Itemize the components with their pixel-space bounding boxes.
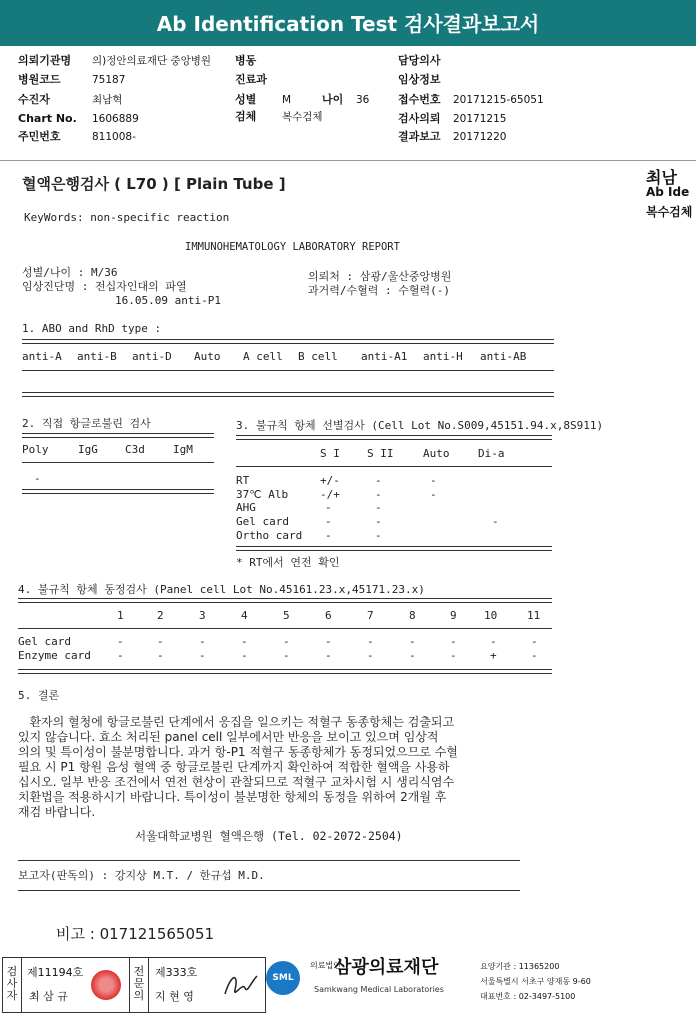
section3-bottom-rule (236, 546, 552, 551)
diagnosis: 임상진단명 : 전십자인대의 파열 (22, 280, 187, 293)
s1-header: anti-AB (480, 350, 527, 363)
request-value: 20171215 (453, 113, 507, 125)
report-title: 혈액은행검사 ( L70 ) [ Plain Tube ] (22, 175, 286, 193)
report-banner: Ab Identification Test 검사결과보고서 (0, 0, 696, 46)
reporter-bottom-rule (18, 890, 520, 891)
s4-cell: - (409, 635, 416, 648)
s3-cell: - (375, 515, 382, 528)
s4-cell: - (283, 635, 290, 648)
diagnosis-line2: 16.05.09 anti-P1 (115, 294, 221, 307)
chart-value: 1606889 (92, 113, 139, 125)
report-date-label: 결과보고 (398, 130, 441, 143)
institution-label: 의뢰기관명 (18, 54, 72, 67)
section1-title: 1. ABO and RhD type : (22, 322, 162, 335)
s4-header: 8 (409, 609, 416, 622)
referrer: 의뢰처 : 삼광/울산중앙병원 (308, 270, 452, 283)
section1-mid-rule (22, 370, 554, 371)
s3-header: S I (320, 447, 340, 460)
hospital-code-value: 75187 (92, 74, 126, 86)
org-en: Samkwang Medical Laboratories (314, 985, 444, 994)
conclusion-text: 환자의 혈청에 항글로불린 단계에서 응집을 일으키는 적혈구 동종항체는 검출되고 있지 않습니다. 효소 처리된 panel cell 일부에서만 반응을 보이고 있으며 임상적 의의 및 특이성이 불분명합니다. 과거 항-P1 적혈구 동종항체가 동정되었으므로 수혈 필요 시 P1 항원 음성 혈액 중 항글로불린 단계까지 확인하여 적합한 혈액을 사용하 십시오. 일부 반응 조건에서 연전 현상이 관찰되므로 적혈구 교차시험 시 생리식염수 치환법을 적용하시기 바랍니다. 특이성이 불분명한 항체의 동정을 위하여 2개월 후 재검 바랍니다. (18, 715, 458, 819)
seal-stamp-icon (91, 970, 121, 1000)
cut-text-3: 복수검체 (646, 205, 693, 219)
s3-cell: +/- (320, 474, 340, 487)
section4-bottom-rule (18, 669, 552, 674)
section4-mid-rule (18, 628, 552, 629)
s3-cell: - (325, 515, 332, 528)
cut-text-1: 최남 (646, 168, 677, 187)
s4-cell: - (117, 635, 124, 648)
org-info-1: 요양기관 : 11365200 (480, 962, 560, 971)
s4-cell: - (241, 635, 248, 648)
col2-label: 전문의 (133, 965, 145, 1002)
s2-header: C3d (125, 443, 145, 456)
s4-header: 6 (325, 609, 332, 622)
remark: 비고 : 017121565051 (56, 925, 215, 943)
s4-header: 7 (367, 609, 374, 622)
s4-cell: - (450, 635, 457, 648)
reporter-top-rule (18, 860, 520, 861)
signature-box (2, 957, 266, 1013)
section4-title: 4. 불규칙 항체 동정검사 (Panel cell Lot No.45161.23.x,45171.23.x) (18, 583, 425, 596)
hospital-code-label: 병원코드 (18, 73, 61, 86)
col1-label: 검사자 (6, 965, 18, 1002)
org-name: 삼광의료재단 (334, 957, 439, 978)
keywords: KeyWords: non-specific reaction (24, 211, 230, 224)
col2-label-cell (129, 958, 149, 1012)
s4-cell: - (325, 649, 332, 662)
sex-age: 성별/나이 : M/36 (22, 266, 118, 279)
s3-row-label: RT (236, 474, 250, 487)
request-label: 검사의뢰 (398, 112, 441, 125)
chart-label: Chart No. (18, 112, 77, 125)
s4-cell: - (490, 635, 497, 648)
org-info-2: 서울특별시 서초구 양재동 9-60 (480, 977, 591, 986)
s3-cell: - (492, 515, 499, 528)
section2-mid-rule (22, 462, 214, 463)
s4-row-label: Enzyme card (18, 649, 91, 662)
name-1: 최 삼 규 (29, 990, 68, 1003)
receipt-value: 20171215-65051 (453, 94, 544, 106)
s4-cell: - (283, 649, 290, 662)
s4-cell: - (199, 635, 206, 648)
s1-header: anti-H (423, 350, 463, 363)
s1-header: Auto (194, 350, 221, 363)
section1-top-rule (22, 339, 554, 344)
corp-type: 의료법인 (310, 961, 341, 970)
s4-cell: - (531, 635, 538, 648)
hospital-line: 서울대학교병원 혈액은행 (Tel. 02-2072-2504) (135, 829, 403, 843)
rrn-label: 주민번호 (18, 130, 61, 143)
s3-row-label: Ortho card (236, 529, 303, 542)
specimen-value: 복수검체 (282, 111, 323, 123)
s4-header: 11 (527, 609, 541, 622)
s4-cell: - (241, 649, 248, 662)
s4-cell: - (325, 635, 332, 648)
section3-top-rule (236, 435, 552, 440)
s4-header: 4 (241, 609, 248, 622)
reporter: 보고자(판독의) : 강지상 M.T. / 한규섭 M.D. (18, 869, 265, 882)
signature-icon (221, 968, 261, 1002)
s1-header: anti-A1 (361, 350, 408, 363)
cut-text-2: Ab Ide (646, 185, 690, 199)
s4-cell: - (367, 635, 374, 648)
s3-note: * RT에서 연전 확인 (236, 556, 340, 569)
s2-header: Poly (22, 443, 49, 456)
license-2: 제333호 (155, 966, 198, 979)
age-label: 나이 (322, 93, 344, 106)
s4-cell: - (409, 649, 416, 662)
sml-logo-icon: SML (266, 961, 300, 995)
s3-row-label: 37℃ Alb (236, 488, 289, 501)
s4-header: 1 (117, 609, 124, 622)
s2-header: IgM (173, 443, 193, 456)
s4-header: 5 (283, 609, 290, 622)
section3-mid-rule (236, 466, 552, 467)
s4-cell: - (367, 649, 374, 662)
s3-row-label: Gel card (236, 515, 289, 528)
s3-cell: - (375, 501, 382, 514)
s4-header: 2 (157, 609, 164, 622)
s3-header: Auto (423, 447, 450, 460)
report-date-value: 20171220 (453, 131, 507, 143)
s4-cell: - (157, 635, 164, 648)
patient-label: 수진자 (18, 93, 50, 106)
s3-row-label: AHG (236, 501, 256, 514)
age-value: 36 (356, 94, 370, 106)
s4-cell: - (117, 649, 124, 662)
s4-cell: - (450, 649, 457, 662)
s3-cell: - (430, 474, 437, 487)
history: 과거력/수혈력 : 수혈력(-) (308, 284, 450, 297)
s1-header: anti-B (77, 350, 117, 363)
s3-cell: - (325, 501, 332, 514)
s2-header: IgG (78, 443, 98, 456)
name-2: 지 현 영 (155, 990, 194, 1003)
footer (0, 955, 696, 1018)
sex-value: M (282, 94, 292, 106)
s1-header: B cell (298, 350, 338, 363)
s4-cell: - (157, 649, 164, 662)
section2-title: 2. 직접 항글로불린 검사 (22, 417, 151, 430)
section1-bottom-rule (22, 392, 554, 397)
s4-header: 9 (450, 609, 457, 622)
org-info-3: 대표번호 : 02-3497-5100 (480, 992, 576, 1001)
rrn-value: 811008- (92, 131, 136, 143)
section2-bottom-rule (22, 489, 214, 494)
section3-title: 3. 불규칙 항체 선별검사 (Cell Lot No.S009,45151.94.x,8S911) (236, 419, 604, 432)
section2-top-rule (22, 433, 214, 438)
s4-header: 3 (199, 609, 206, 622)
s1-header: anti-D (132, 350, 172, 363)
s3-header: S II (367, 447, 394, 460)
s3-cell: -/+ (320, 488, 340, 501)
license-1: 제11194호 (27, 966, 84, 979)
s3-cell: - (430, 488, 437, 501)
s1-header: A cell (243, 350, 283, 363)
institution-value: 의)정안의료재단 중앙병원 (92, 55, 212, 67)
s3-cell: - (325, 529, 332, 542)
s4-row-label: Gel card (18, 635, 71, 648)
clinical-label: 임상정보 (398, 73, 441, 86)
s4-cell: - (531, 649, 538, 662)
specimen-label: 검체 (235, 110, 257, 123)
s3-cell: - (375, 488, 382, 501)
sex-label: 성별 (235, 93, 257, 106)
s4-cell: - (199, 649, 206, 662)
patient-value: 최남혁 (92, 94, 123, 106)
doctor-label: 담당의사 (398, 54, 441, 67)
s3-cell: - (375, 529, 382, 542)
header-divider (0, 160, 696, 161)
s3-header: Di-a (478, 447, 505, 460)
s3-cell: - (375, 474, 382, 487)
s4-header: 10 (484, 609, 498, 622)
section4-top-rule (18, 598, 552, 603)
s2-value: - (34, 472, 41, 485)
dept-label: 진료과 (235, 73, 267, 86)
s1-header: anti-A (22, 350, 62, 363)
receipt-label: 접수번호 (398, 93, 441, 106)
ward-label: 병동 (235, 54, 257, 67)
section5-title: 5. 결론 (18, 689, 60, 702)
lab-title: IMMUNOHEMATOLOGY LABORATORY REPORT (185, 241, 400, 253)
s4-cell: + (490, 649, 497, 662)
col1-label-cell (3, 958, 22, 1012)
